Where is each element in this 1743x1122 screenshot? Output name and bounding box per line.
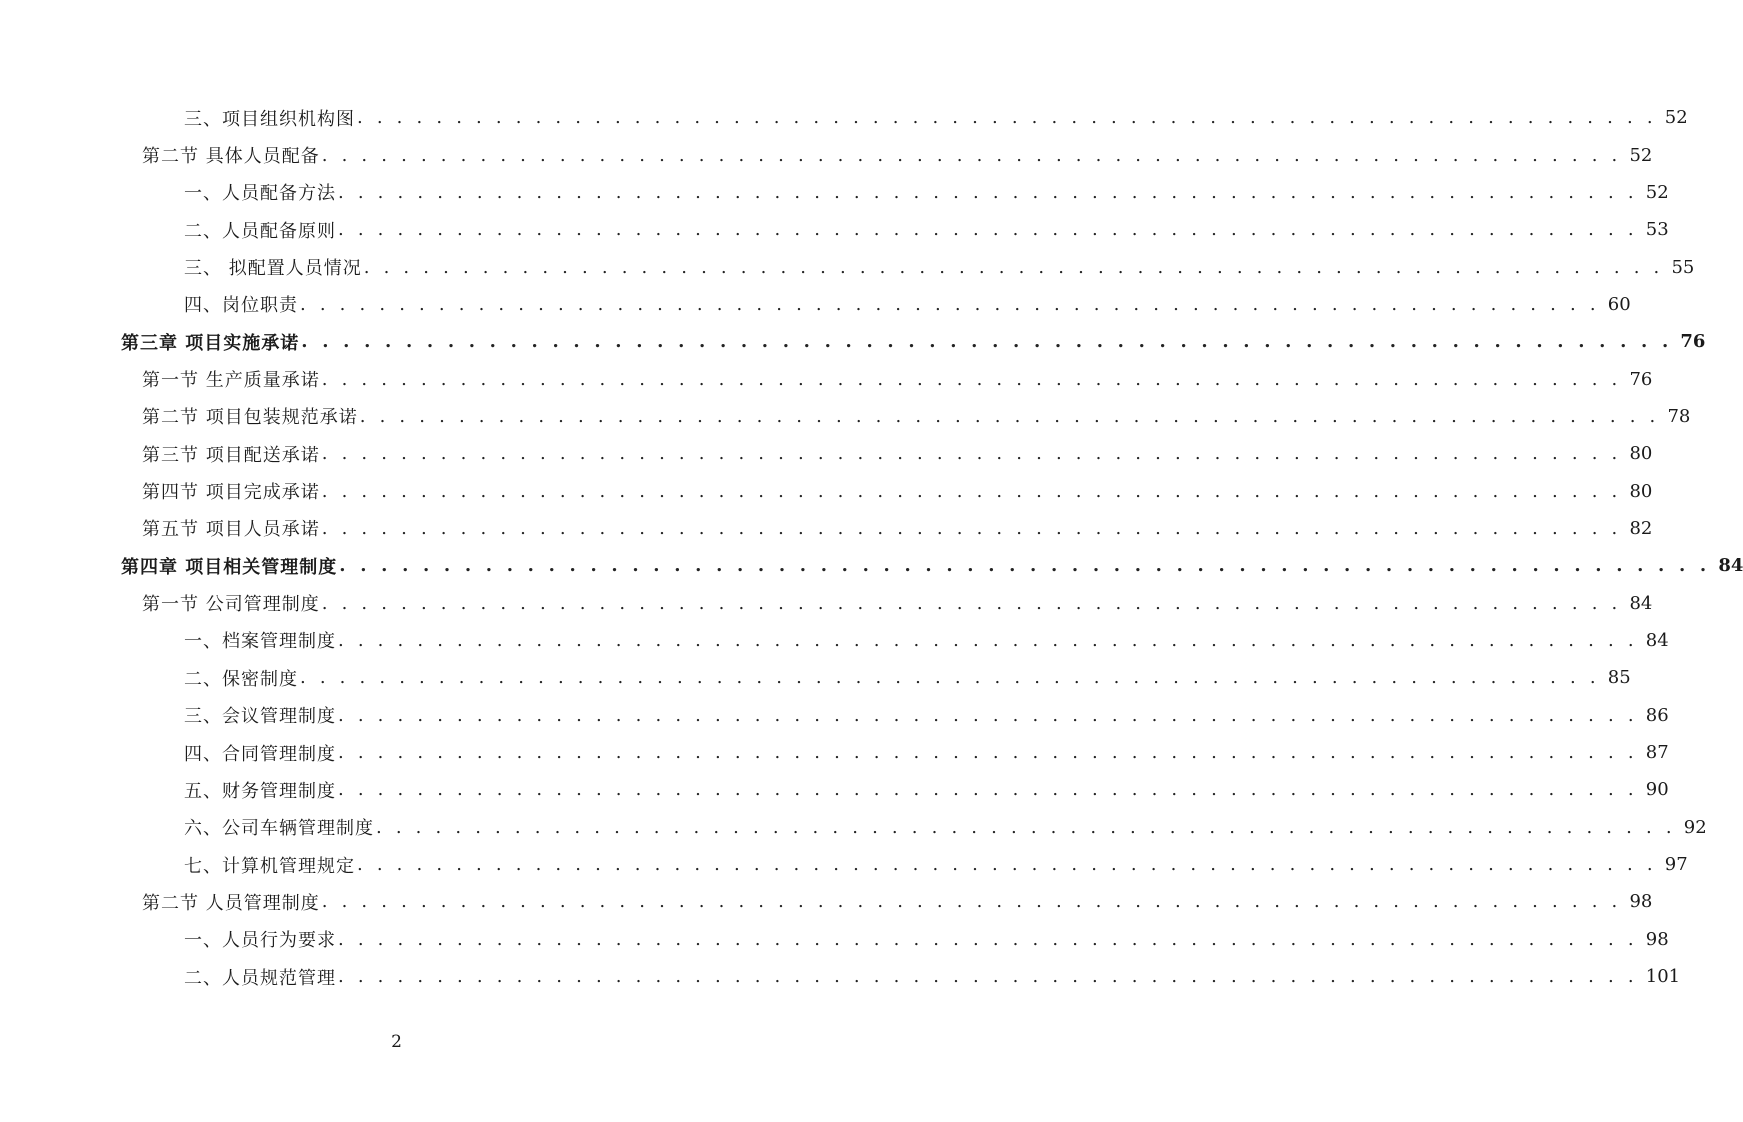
toc-dot-leader: . . . . . . . . . . . . . . . . . . . . . . . . . . . . . . . . . . . . . . . . . . . . . . . . . . . . . . . . . . . . . . . . . . — [363, 256, 1664, 278]
toc-dot-leader: . . . . . . . . . . . . . . . . . . . . . . . . . . . . . . . . . . . . . . . . . . . . . . . . . . . . . . . . . . . . . . . . . . — [321, 891, 1622, 913]
toc-entry-title: 第三章 项目实施承诺 — [121, 332, 300, 354]
toc-entry-item[interactable] — [0, 921, 1669, 958]
toc-entry-title: 第二节 人员管理制度 — [142, 892, 320, 914]
toc-dot-leader: . . . . . . . . . . . . . . . . . . . . . . . . . . . . . . . . . . . . . . . . . . . . . . . . . . . . . . . . . . . . . . . . . . — [301, 331, 1673, 353]
toc-entry-title: 一、人员行为要求 — [184, 930, 336, 952]
toc-entry-section[interactable] — [0, 398, 1691, 435]
toc-dot-leader: . . . . . . . . . . . . . . . . . . . . . . . . . . . . . . . . . . . . . . . . . . . . . . . . . . . . . . . . . . . . . . . . . . — [321, 592, 1622, 614]
toc-entry-section[interactable] — [0, 435, 1653, 472]
toc-entry-page: 52 — [1629, 144, 1653, 166]
toc-dot-leader: . . . . . . . . . . . . . . . . . . . . . . . . . . . . . . . . . . . . . . . . . . . . . . . . . . . . . . . . . . . . . . . . . . — [321, 368, 1622, 390]
toc-entry-title: 六、公司车辆管理制度 — [184, 818, 374, 840]
toc-entry-section[interactable] — [0, 510, 1653, 547]
toc-entry-section[interactable] — [0, 584, 1653, 621]
toc-dot-leader: . . . . . . . . . . . . . . . . . . . . . . . . . . . . . . . . . . . . . . . . . . . . . . . . . . . . . . . . . . . . . . . . . . — [339, 555, 1711, 577]
toc-entry-item[interactable] — [0, 846, 1688, 883]
toc-entry-title: 二、保密制度 — [184, 668, 298, 690]
toc-entry-page: 98 — [1645, 928, 1669, 950]
toc-entry-page: 53 — [1645, 219, 1669, 241]
toc-entry-item[interactable] — [0, 734, 1669, 771]
page-number: 2 — [391, 1032, 402, 1052]
toc-entry-title: 二、人员规范管理 — [184, 967, 336, 989]
toc-entry-title: 三、会议管理制度 — [184, 706, 336, 728]
toc-dot-leader: . . . . . . . . . . . . . . . . . . . . . . . . . . . . . . . . . . . . . . . . . . . . . . . . . . . . . . . . . . . . . . . . . . — [338, 966, 1638, 988]
toc-entry-chapter[interactable] — [0, 323, 1706, 360]
toc-dot-leader: . . . . . . . . . . . . . . . . . . . . . . . . . . . . . . . . . . . . . . . . . . . . . . . . . . . . . . . . . . . . . . . . . . — [321, 144, 1622, 166]
toc-entry-title: 三、 拟配置人员情况 — [184, 258, 362, 280]
toc-entry-section[interactable] — [0, 883, 1653, 920]
toc-dot-leader: . . . . . . . . . . . . . . . . . . . . . . . . . . . . . . . . . . . . . . . . . . . . . . . . . . . . . . . . . . . . . . . . . . — [338, 928, 1638, 950]
toc-entry-title: 第五节 项目人员承诺 — [142, 519, 320, 541]
toc-dot-leader: . . . . . . . . . . . . . . . . . . . . . . . . . . . . . . . . . . . . . . . . . . . . . . . . . . . . . . . . . . . . . . . . . . — [321, 443, 1622, 465]
toc-dot-leader: . . . . . . . . . . . . . . . . . . . . . . . . . . . . . . . . . . . . . . . . . . . . . . . . . . . . . . . . . . . . . . . . . . — [338, 704, 1638, 726]
toc-entry-title: 七、计算机管理规定 — [184, 855, 355, 877]
toc-entry-item[interactable] — [0, 211, 1669, 248]
toc-dot-leader: . . . . . . . . . . . . . . . . . . . . . . . . . . . . . . . . . . . . . . . . . . . . . . . . . . . . . . . . . . . . . . . . . . — [338, 742, 1638, 764]
toc-entry-page: 90 — [1645, 779, 1669, 801]
toc-entry-page: 60 — [1607, 293, 1631, 315]
toc-dot-leader: . . . . . . . . . . . . . . . . . . . . . . . . . . . . . . . . . . . . . . . . . . . . . . . . . . . . . . . . . . . . . . . . . . — [376, 816, 1676, 838]
toc-entry-item[interactable] — [0, 174, 1669, 211]
toc-entry-title: 第四章 项目相关管理制度 — [121, 556, 338, 578]
toc-entry-page: 76 — [1629, 368, 1653, 390]
toc-dot-leader: . . . . . . . . . . . . . . . . . . . . . . . . . . . . . . . . . . . . . . . . . . . . . . . . . . . . . . . . . . . . . . . . . . — [359, 405, 1660, 427]
toc-entry-page: 80 — [1629, 443, 1653, 465]
toc-entry-page: 76 — [1680, 331, 1706, 353]
toc-entry-item[interactable] — [0, 809, 1707, 846]
toc-entry-page: 97 — [1664, 854, 1688, 876]
toc-entry-title: 第一节 生产质量承诺 — [142, 370, 320, 392]
toc-entry-title: 四、岗位职责 — [184, 295, 298, 317]
toc-entry-item[interactable] — [0, 286, 1631, 323]
toc-entry-item[interactable] — [0, 248, 1695, 285]
toc-entry-page: 85 — [1607, 667, 1631, 689]
toc-entry-title: 一、人员配备方法 — [184, 183, 336, 205]
toc-entry-item[interactable] — [0, 697, 1669, 734]
toc-entry-page: 84 — [1645, 629, 1669, 651]
toc-entry-page: 80 — [1629, 480, 1653, 502]
toc-entry-page: 84 — [1718, 555, 1743, 577]
toc-dot-leader: . . . . . . . . . . . . . . . . . . . . . . . . . . . . . . . . . . . . . . . . . . . . . . . . . . . . . . . . . . . . . . . . . . — [357, 854, 1657, 876]
toc-entry-page: 98 — [1629, 891, 1653, 913]
table-of-contents — [0, 99, 1743, 995]
toc-dot-leader: . . . . . . . . . . . . . . . . . . . . . . . . . . . . . . . . . . . . . . . . . . . . . . . . . . . . . . . . . . . . . . . . . . — [300, 667, 1600, 689]
toc-dot-leader: . . . . . . . . . . . . . . . . . . . . . . . . . . . . . . . . . . . . . . . . . . . . . . . . . . . . . . . . . . . . . . . . . . — [338, 219, 1638, 241]
toc-entry-title: 三、项目组织机构图 — [184, 108, 355, 130]
toc-entry-page: 84 — [1629, 592, 1653, 614]
toc-entry-title: 一、档案管理制度 — [184, 631, 336, 653]
toc-entry-title: 第二节 具体人员配备 — [142, 146, 320, 168]
toc-entry-page: 52 — [1645, 181, 1669, 203]
toc-entry-section[interactable] — [0, 472, 1653, 509]
toc-entry-page: 78 — [1667, 405, 1691, 427]
toc-entry-page: 87 — [1645, 742, 1669, 764]
toc-entry-title: 五、财务管理制度 — [184, 780, 336, 802]
toc-entry-page: 86 — [1645, 704, 1669, 726]
toc-entry-item[interactable] — [0, 659, 1631, 696]
toc-dot-leader: . . . . . . . . . . . . . . . . . . . . . . . . . . . . . . . . . . . . . . . . . . . . . . . . . . . . . . . . . . . . . . . . . . — [338, 779, 1638, 801]
toc-entry-item[interactable] — [0, 771, 1669, 808]
toc-entry-page: 92 — [1683, 816, 1707, 838]
toc-entry-page: 82 — [1629, 517, 1653, 539]
toc-entry-page: 55 — [1671, 256, 1695, 278]
toc-entry-title: 第一节 公司管理制度 — [142, 594, 320, 616]
toc-entry-title: 第四节 项目完成承诺 — [142, 482, 320, 504]
toc-entry-title: 第三节 项目配送承诺 — [142, 444, 320, 466]
toc-entry-page: 101 — [1645, 966, 1681, 988]
toc-entry-section[interactable] — [0, 360, 1653, 397]
toc-entry-item[interactable] — [0, 958, 1681, 995]
toc-entry-item[interactable] — [0, 622, 1669, 659]
toc-dot-leader: . . . . . . . . . . . . . . . . . . . . . . . . . . . . . . . . . . . . . . . . . . . . . . . . . . . . . . . . . . . . . . . . . . — [338, 629, 1638, 651]
toc-entry-chapter[interactable] — [0, 547, 1743, 584]
toc-entry-page: 52 — [1664, 107, 1688, 129]
toc-entry-title: 四、合同管理制度 — [184, 743, 336, 765]
toc-entry-title: 二、人员配备原则 — [184, 220, 336, 242]
toc-entry-title: 第二节 项目包装规范承诺 — [142, 407, 358, 429]
toc-dot-leader: . . . . . . . . . . . . . . . . . . . . . . . . . . . . . . . . . . . . . . . . . . . . . . . . . . . . . . . . . . . . . . . . . . — [321, 480, 1622, 502]
toc-dot-leader: . . . . . . . . . . . . . . . . . . . . . . . . . . . . . . . . . . . . . . . . . . . . . . . . . . . . . . . . . . . . . . . . . . — [338, 181, 1638, 203]
toc-entry-item[interactable] — [0, 99, 1688, 136]
toc-dot-leader: . . . . . . . . . . . . . . . . . . . . . . . . . . . . . . . . . . . . . . . . . . . . . . . . . . . . . . . . . . . . . . . . . . — [357, 107, 1657, 129]
toc-dot-leader: . . . . . . . . . . . . . . . . . . . . . . . . . . . . . . . . . . . . . . . . . . . . . . . . . . . . . . . . . . . . . . . . . . — [300, 293, 1600, 315]
toc-entry-section[interactable] — [0, 136, 1653, 173]
toc-dot-leader: . . . . . . . . . . . . . . . . . . . . . . . . . . . . . . . . . . . . . . . . . . . . . . . . . . . . . . . . . . . . . . . . . . — [321, 517, 1622, 539]
